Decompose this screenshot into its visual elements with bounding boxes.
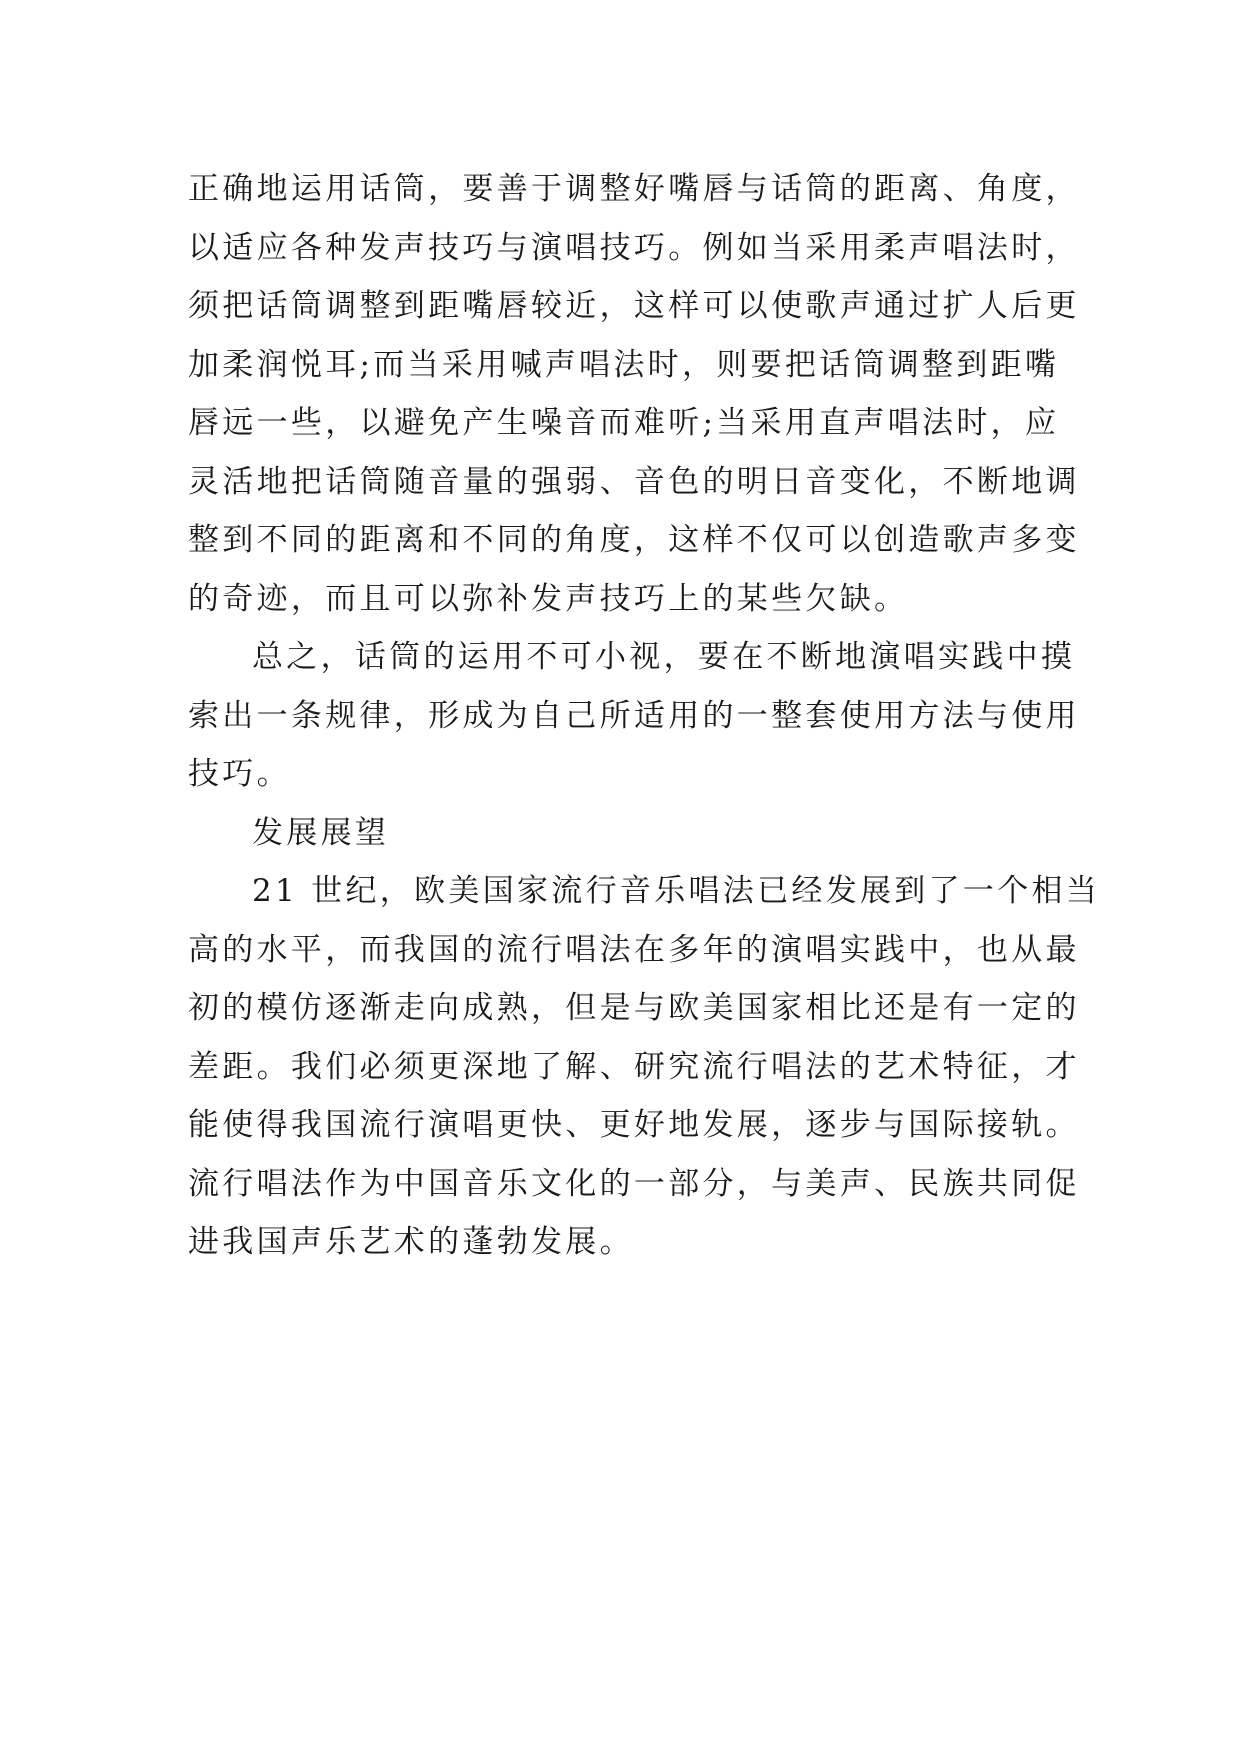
text-line: 正确地运用话筒，要善于调整好嘴唇与话筒的距离、角度， <box>188 171 1080 207</box>
text-line: 灵活地把话筒随音量的强弱、音色的明日音变化，不断地调 <box>188 463 1080 500</box>
text-line: 整到不同的距离和不同的角度，这样不仅可以创造歌声多变 <box>188 522 1080 558</box>
text-line: 的奇迹，而且可以弥补发声技巧上的某些欠缺。 <box>188 580 909 617</box>
text-line: 高的水平，而我国的流行唱法在多年的演唱实践中，也从最 <box>188 931 1080 968</box>
text-line: 唇远一些，以避免产生噪音而难听;当采用直声唱法时，应 <box>188 405 1060 441</box>
document-body <box>188 160 1101 1272</box>
text-line: 须把话筒调整到距嘴唇较近，这样可以使歌声通过扩人后更 <box>188 288 1080 324</box>
paragraph-first-line: 21 世纪，欧美国家流行音乐唱法已经发展到了一个相当 <box>252 873 1101 909</box>
text-line: 索出一条规律，形成为自己所适用的一整套使用方法与使用 <box>188 697 1080 734</box>
text-line: 初的模仿逐渐走向成熟，但是与欧美国家相比还是有一定的 <box>188 990 1080 1026</box>
text-line: 加柔润悦耳;而当采用喊声唱法时，则要把话筒调整到距嘴 <box>188 346 1060 383</box>
text-line: 能使得我国流行演唱更快、更好地发展，逐步与国际接轨。 <box>188 1107 1080 1143</box>
text-line: 差距。我们必须更深地了解、研究流行唱法的艺术特征，才 <box>188 1048 1080 1085</box>
section-heading: 发展展望 <box>252 814 390 851</box>
text-line: 流行唱法作为中国音乐文化的一部分，与美声、民族共同促 <box>188 1165 1080 1202</box>
text-line: 进我国声乐艺术的蓬勃发展。 <box>188 1224 634 1260</box>
paragraph-first-line: 总之，话筒的运用不可小视，要在不断地演唱实践中摸 <box>252 639 1076 675</box>
text-line: 以适应各种发声技巧与演唱技巧。例如当采用柔声唱法时， <box>188 229 1080 266</box>
text-line: 技巧。 <box>188 756 291 792</box>
